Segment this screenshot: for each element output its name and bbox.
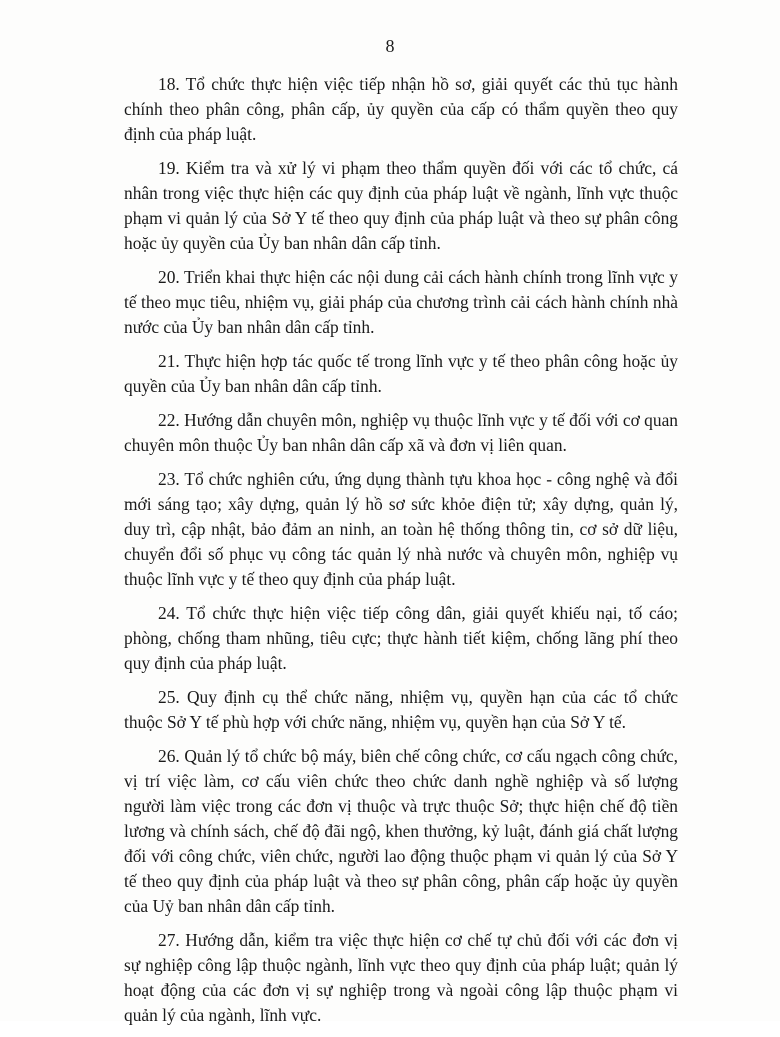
document-body — [124, 72, 678, 1037]
paragraph-21: 21. Thực hiện hợp tác quốc tế trong lĩnh vực y tế theo phân công hoặc ủy quyền của Ủy ban nhân dân cấp tỉnh. — [124, 351, 678, 396]
page-number: 8 — [385, 36, 395, 56]
paragraph-27: 27. Hướng dẫn, kiểm tra việc thực hiện cơ chế tự chủ đối với các đơn vị sự nghiệp công lập thuộc ngành, lĩnh vực theo quy định của pháp luật; quản lý hoạt động của các đơn vị sự nghiệp trong và ngoài công lập thuộc phạm vi quản lý của ngành, lĩnh vực. — [124, 930, 678, 1025]
paragraph-24: 24. Tổ chức thực hiện việc tiếp công dân, giải quyết khiếu nại, tố cáo; phòng, chống tham nhũng, tiêu cực; thực hành tiết kiệm, chống lãng phí theo quy định của pháp luật. — [124, 603, 678, 673]
paragraph-25: 25. Quy định cụ thể chức năng, nhiệm vụ, quyền hạn của các tổ chức thuộc Sở Y tế phù hợp với chức năng, nhiệm vụ, quyền hạn của Sở Y tế. — [124, 687, 678, 732]
paragraph-22: 22. Hướng dẫn chuyên môn, nghiệp vụ thuộc lĩnh vực y tế đối với cơ quan chuyên môn thuộc Ủy ban nhân dân cấp xã và đơn vị liên quan. — [124, 410, 678, 455]
paragraph-18: 18. Tổ chức thực hiện việc tiếp nhận hồ sơ, giải quyết các thủ tục hành chính theo phân công, phân cấp, ủy quyền của cấp có thẩm quyền theo quy định của pháp luật. — [124, 74, 678, 144]
paragraph-26: 26. Quản lý tổ chức bộ máy, biên chế công chức, cơ cấu ngạch công chức, vị trí việc làm, cơ cấu viên chức theo chức danh nghề nghiệp và số lượng người làm việc trong các đơn vị thuộc và trực thuộc Sở; thực hiện chế độ tiền lương và chính sách, chế độ đãi ngộ, khen thưởng, kỷ luật, đánh giá chất lượng đối với công chức, viên chức, người lao động thuộc phạm vi quản lý của Sở Y tế theo quy định của pháp luật và theo sự phân công, phân cấp hoặc ủy quyền của Uỷ ban nhân dân cấp tỉnh. — [124, 746, 678, 916]
paragraph-23: 23. Tổ chức nghiên cứu, ứng dụng thành tựu khoa học - công nghệ và đổi mới sáng tạo; xây dựng, quản lý hồ sơ sức khỏe điện tử; xây dựng, quản lý, duy trì, cập nhật, bảo đảm an ninh, an toàn hệ thống thông tin, cơ sở dữ liệu, chuyển đổi số phục vụ công tác quản lý nhà nước và chuyên môn, nghiệp vụ thuộc lĩnh vực y tế theo quy định của pháp luật. — [124, 469, 678, 589]
paragraph-19: 19. Kiểm tra và xử lý vi phạm theo thẩm quyền đối với các tổ chức, cá nhân trong việc thực hiện các quy định của pháp luật về ngành, lĩnh vực thuộc phạm vi quản lý của Sở Y tế theo quy định của pháp luật và theo sự phân công hoặc ủy quyền của Ủy ban nhân dân cấp tỉnh. — [124, 158, 678, 253]
paragraph-20: 20. Triển khai thực hiện các nội dung cải cách hành chính trong lĩnh vực y tế theo mục tiêu, nhiệm vụ, giải pháp của chương trình cải cách hành chính nhà nước của Ủy ban nhân dân cấp tỉnh. — [124, 267, 678, 337]
